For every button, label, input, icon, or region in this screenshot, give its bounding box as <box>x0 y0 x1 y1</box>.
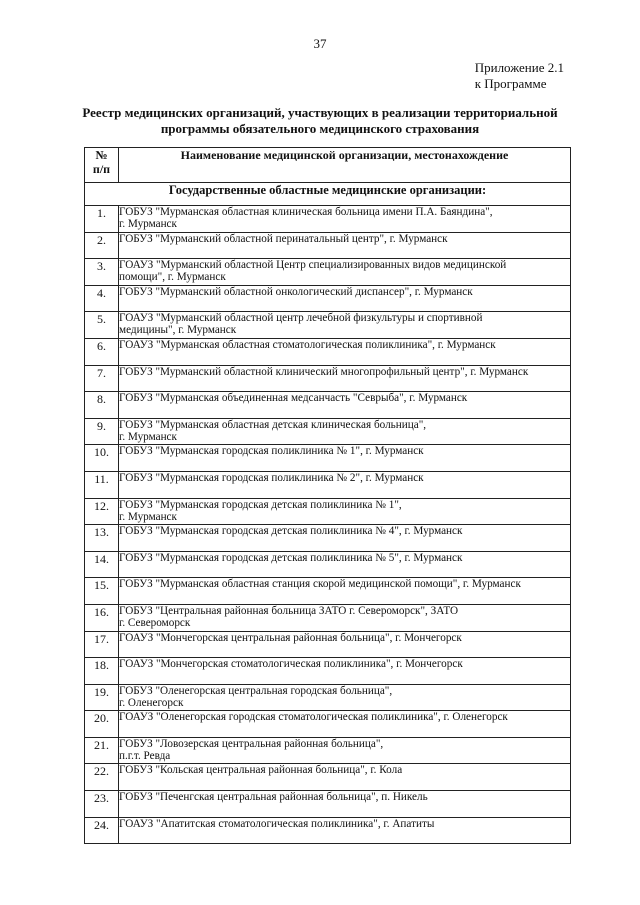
organization-cell <box>119 338 571 365</box>
table-header-row <box>85 148 571 183</box>
organization-cell <box>119 206 571 233</box>
organization-cell <box>119 392 571 419</box>
table-row <box>85 259 571 286</box>
row-number: 17. <box>85 631 119 658</box>
section-row <box>85 183 571 206</box>
table-row <box>85 525 571 552</box>
table-row <box>85 392 571 419</box>
organization-cell <box>119 604 571 631</box>
organization-cell <box>119 259 571 286</box>
document-title <box>60 105 580 137</box>
row-number: 23. <box>85 791 119 818</box>
organization-cell <box>119 764 571 791</box>
row-number: 22. <box>85 764 119 791</box>
organization-location: г. Мурманск <box>119 430 177 443</box>
organization-cell <box>119 498 571 525</box>
organization-cell <box>119 418 571 445</box>
header-number-symbol: № <box>95 148 108 162</box>
row-number: 14. <box>85 551 119 578</box>
organization-cell <box>119 285 571 312</box>
organization-cell <box>119 684 571 711</box>
table-row <box>85 551 571 578</box>
organization-name: ГОБУЗ "Мурманская городская детская поликлиника № 4", г. Мурманск <box>119 525 463 538</box>
organization-cell <box>119 232 571 259</box>
organization-name: ГОБУЗ "Мурманская областная детская клиническая больница", <box>119 418 427 431</box>
table-row <box>85 418 571 445</box>
organization-location: помощи", г. Мурманск <box>119 271 226 284</box>
organization-cell <box>119 737 571 764</box>
organization-location: г. Североморск <box>119 616 191 629</box>
table-row <box>85 791 571 818</box>
section-heading: Государственные областные медицинские организации: <box>85 183 571 206</box>
organization-cell <box>119 817 571 844</box>
table-row <box>85 631 571 658</box>
organization-name: ГОАУЗ "Апатитская стоматологическая поликлиника", г. Апатиты <box>119 817 435 830</box>
organization-name: ГОАУЗ "Мурманский областной Центр специализированных видов медицинской <box>119 259 507 272</box>
organization-cell <box>119 445 571 472</box>
table-row <box>85 604 571 631</box>
row-number: 5. <box>85 312 119 339</box>
table-row <box>85 684 571 711</box>
header-name: Наименование медицинской организации, местонахождение <box>119 148 571 183</box>
organization-name: ГОАУЗ "Мончегорская стоматологическая поликлиника", г. Мончегорск <box>119 658 463 671</box>
table-row <box>85 232 571 259</box>
organization-name: ГОБУЗ "Мурманская областная станция скорой медицинской помощи", г. Мурманск <box>119 578 521 591</box>
organization-cell <box>119 631 571 658</box>
registry-table <box>84 147 571 844</box>
page-number: 37 <box>313 36 327 51</box>
table-row <box>85 445 571 472</box>
organization-location: г. Мурманск <box>119 510 177 523</box>
organization-location: медицины", г. Мурманск <box>119 324 237 337</box>
title-line-1: Реестр медицинских организаций, участвующих в реализации территориальной <box>82 105 558 120</box>
organization-name: ГОБУЗ "Мурманская городская детская поликлиника № 5", г. Мурманск <box>119 551 463 564</box>
organization-cell <box>119 791 571 818</box>
row-number: 4. <box>85 285 119 312</box>
organization-cell <box>119 578 571 605</box>
row-number: 2. <box>85 232 119 259</box>
organization-location: г. Мурманск <box>119 218 177 230</box>
title-line-2: программы обязательного медицинского страхования <box>160 121 480 136</box>
row-number: 24. <box>85 817 119 844</box>
table-row <box>85 764 571 791</box>
organization-cell <box>119 312 571 339</box>
row-number: 10. <box>85 445 119 472</box>
row-number: 8. <box>85 392 119 419</box>
row-number: 15. <box>85 578 119 605</box>
organization-name: ГОБУЗ "Мурманская городская детская поликлиника № 1", <box>119 498 402 511</box>
table-row <box>85 578 571 605</box>
table-row <box>85 206 571 233</box>
organization-cell <box>119 658 571 685</box>
organization-name: ГОАУЗ "Оленегорская городская стоматологическая поликлиника", г. Оленегорск <box>119 711 508 724</box>
row-number: 13. <box>85 525 119 552</box>
organization-cell <box>119 471 571 498</box>
organization-name: ГОБУЗ "Мурманский областной онкологический диспансер", г. Мурманск <box>119 285 473 298</box>
header-number-abbr: п/п <box>92 162 111 176</box>
row-number: 20. <box>85 711 119 738</box>
organization-name: ГОБУЗ "Мурманский областной клинический многопрофильный центр", г. Мурманск <box>119 365 529 378</box>
table-row <box>85 658 571 685</box>
table-row <box>85 338 571 365</box>
table-row <box>85 498 571 525</box>
organization-cell <box>119 551 571 578</box>
table-row <box>85 285 571 312</box>
organization-name: ГОБУЗ "Ловозерская центральная районная больница", <box>119 737 384 750</box>
organization-name: ГОБУЗ "Печенгская центральная районная больница", п. Никель <box>119 791 428 804</box>
organization-name: ГОБУЗ "Мурманский областной перинатальный центр", г. Мурманск <box>119 232 448 245</box>
table-row <box>85 471 571 498</box>
appendix-note <box>475 60 564 92</box>
organization-cell <box>119 525 571 552</box>
appendix-line-1: Приложение 2.1 <box>474 60 564 75</box>
organization-cell <box>119 711 571 738</box>
organization-location: п.г.т. Ревда <box>119 749 171 762</box>
organization-name: ГОАУЗ "Мурманская областная стоматологическая поликлиника", г. Мурманск <box>119 338 496 351</box>
row-number: 16. <box>85 604 119 631</box>
organization-name: ГОАУЗ "Мончегорская центральная районная больница", г. Мончегорск <box>119 631 462 644</box>
row-number: 18. <box>85 658 119 685</box>
organization-name: ГОБУЗ "Мурманская объединенная медсанчасть "Севрыба", г. Мурманск <box>119 392 468 405</box>
row-number: 6. <box>85 338 119 365</box>
row-number: 3. <box>85 259 119 286</box>
table-row <box>85 737 571 764</box>
table-row <box>85 365 571 392</box>
appendix-line-2: к Программе <box>474 76 547 91</box>
row-number: 12. <box>85 498 119 525</box>
row-number: 11. <box>85 471 119 498</box>
organization-name: ГОБУЗ "Мурманская городская поликлиника № 2", г. Мурманск <box>119 471 424 484</box>
organization-location: г. Оленегорск <box>119 696 184 709</box>
table-row <box>85 817 571 844</box>
table-row <box>85 312 571 339</box>
organization-cell <box>119 365 571 392</box>
row-number: 9. <box>85 418 119 445</box>
organization-name: ГОБУЗ "Центральная районная больница ЗАТО г. Североморск", ЗАТО <box>119 604 459 617</box>
table-row <box>85 711 571 738</box>
organization-name: ГОБУЗ "Мурманская областная клиническая больница имени П.А. Баяндина", <box>119 206 493 218</box>
row-number: 1. <box>85 206 119 233</box>
row-number: 21. <box>85 737 119 764</box>
organization-name: ГОБУЗ "Оленегорская центральная городская больница", <box>119 684 393 697</box>
row-number: 7. <box>85 365 119 392</box>
organization-name: ГОБУЗ "Кольская центральная районная больница", г. Кола <box>119 764 403 777</box>
organization-name: ГОАУЗ "Мурманский областной центр лечебной физкультуры и спортивной <box>119 312 483 325</box>
row-number: 19. <box>85 684 119 711</box>
header-number <box>85 148 119 183</box>
organization-name: ГОБУЗ "Мурманская городская поликлиника № 1", г. Мурманск <box>119 445 424 458</box>
